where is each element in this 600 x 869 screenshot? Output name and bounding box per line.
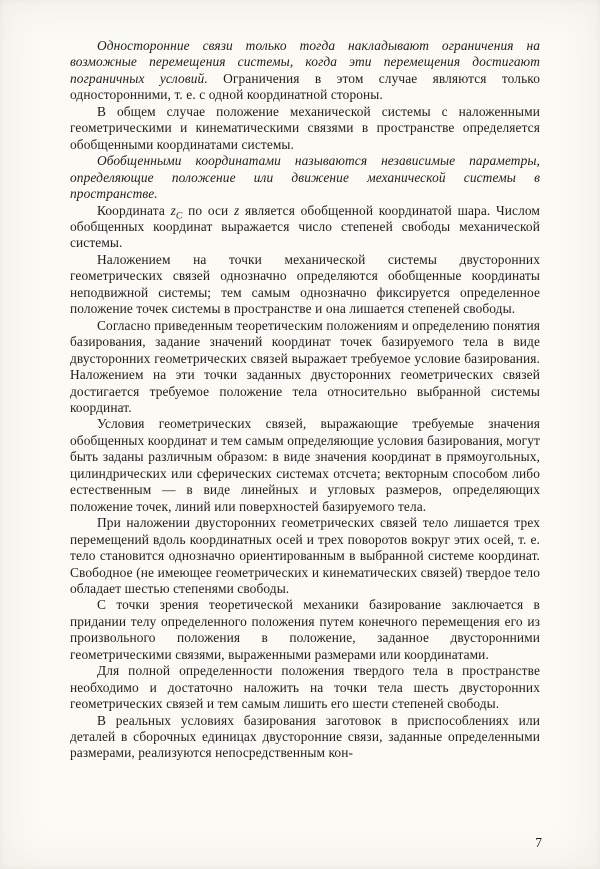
text-run: Для полной определенности положения твердого тела в пространстве необходимо и достаточно наложить на точки тела шесть двусторонних геометрических связей и тем самым лишить его шести степеней свободы. bbox=[70, 663, 540, 712]
paragraph bbox=[70, 252, 540, 318]
italic-run: C bbox=[175, 210, 183, 222]
italic-run: z bbox=[233, 202, 240, 218]
text-run: Координата bbox=[97, 202, 171, 218]
text-run: В общем случае положение механической системы с наложенными геометрическими и кинематическими связями в пространстве определяется обобщенными координатами системы. bbox=[70, 103, 540, 152]
paragraph bbox=[70, 663, 540, 712]
text-run: по оси bbox=[182, 202, 234, 218]
text-run: С точки зрения теоретической механики базирование заключается в придании телу определенного положения путем конечного перемещения его из произвольного положения в положение, заданное двусторонними геометрическими связями, выраженными размерами или координатами. bbox=[70, 597, 540, 662]
paragraph bbox=[70, 597, 540, 663]
paragraph bbox=[70, 104, 540, 153]
italic-run: Односторонние связи только тогда накладывают ограничения на возможные перемещения системы, когда эти перемещения достигают пограничных условий. bbox=[70, 38, 540, 86]
text-run: В реальных условиях базирования заготовок в приспособлениях или деталей в сборочных единицах двусторонние связи, заданные определенными размерами, реализуются непосредственным кон- bbox=[70, 712, 540, 761]
text-run: Наложением на точки механической системы двусторонних геометрических связей однозначно определяются обобщенные координаты неподвижной системы; тем самым однозначно фиксируется определенное положение точек системы в пространстве и она лишается степеней свободы. bbox=[70, 251, 540, 317]
paragraph bbox=[70, 515, 540, 597]
text-run: Согласно приведенным теоретическим положениям и определению понятия базирования, задание значений координат точек базируемого тела в виде двусторонних геометрических связей выражает требуемое условие базирования. Наложением на эти точки заданных двусторонних геометрических связей достигается требуемое положение тела относительно выбранной системы координат. bbox=[70, 317, 540, 415]
text-run: Условия геометрических связей, выражающие требуемые значения обобщенных координат и тем самым определяющие условия базирования, могут быть заданы различным образом: в виде значения координат в прямоугольных, цилиндрических или сферических системах отсчета; векторным способом либо естественным — в виде линейных и угловых размеров, определяющих положение точек, линий или поверхностей базируемого тела. bbox=[70, 416, 540, 514]
paragraph bbox=[70, 416, 540, 515]
paragraph bbox=[70, 318, 540, 417]
paragraph bbox=[70, 713, 540, 762]
text-run: является обобщенной координатой шара. Числом обобщенных координат выражается число степеней свободы механической системы. bbox=[70, 202, 541, 251]
page-number: 7 bbox=[535, 835, 542, 850]
paragraph bbox=[70, 153, 540, 202]
paragraph bbox=[70, 203, 540, 252]
text-run: При наложении двусторонних геометрических связей тело лишается трех перемещений вдоль координатных осей и трех поворотов вокруг этих осей, т. е. тело становится однозначно ориентированным в выбранной системе координат. Свободное (не имеющее геометрических и кинематических связей) твердое тело обладает шестью степенями свободы. bbox=[70, 515, 540, 596]
italic-run: z bbox=[170, 202, 176, 218]
text-block bbox=[70, 38, 540, 762]
paragraph bbox=[70, 38, 540, 104]
text-run: Ограничения в этом случае являются только односторонними, т. е. с одной координатной стороны. bbox=[70, 70, 540, 103]
italic-run: Обобщенными координатами называются независимые параметры, определяющие положение или движение механической системы в пространстве. bbox=[70, 153, 540, 202]
